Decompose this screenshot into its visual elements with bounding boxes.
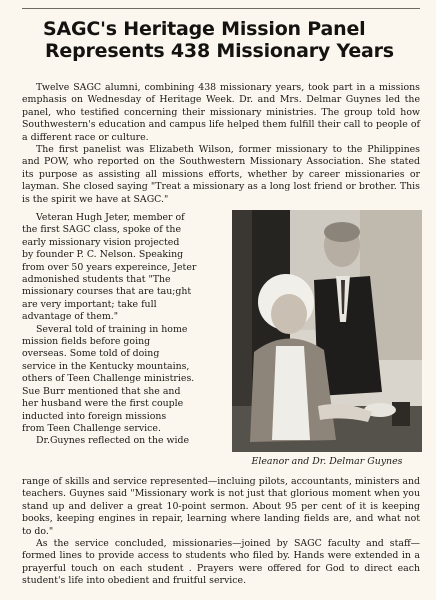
- line: Several told of training in home: [36, 323, 188, 335]
- line: are very important; take full: [22, 298, 157, 310]
- paragraph-conclusion: As the service concluded, missionaries—joined by SAGC faculty and staff—formed lines to provide access to students who filed by. Hands were extended in a prayerful touch on each student . Prayers were offered for God to direct each student's life into obedient and fruitful service.: [22, 538, 420, 587]
- photo-illustration: [232, 210, 422, 452]
- paragraph-guynes-continued: range of skills and service represented—incluing pilots, accountants, ministers and teachers. Guynes said "Missionary work is not just that glorious moment when you stand up and deliver a great 10-point sermon. About 95 per cent of it is keeping books, keeping engines in repair, learning where landing fields are, and what not to do.": [22, 476, 420, 537]
- line: from over 50 years expereince, Jeter: [22, 261, 197, 273]
- line: admonished students that "The: [22, 274, 171, 286]
- line: Sue Burr mentioned that she and: [22, 385, 181, 397]
- line: others of Teen Challenge ministries.: [22, 373, 195, 385]
- line: from Teen Challenge service.: [22, 422, 161, 434]
- lower-paragraphs: [22, 476, 420, 588]
- paragraph-training: [22, 324, 222, 436]
- line: service in the Kentucky mountains,: [22, 360, 190, 372]
- line: overseas. Some told of doing: [22, 348, 160, 360]
- line: inducted into foreign missions: [22, 410, 167, 422]
- paragraph-intro-1: Twelve SAGC alumni, combining 438 missionary years, took part in a missions emphasis on Wednesday of Heritage Week. Dr. and Mrs. Delmar Guynes led the panel, who testified concerning their missionary ministries. The group told how Southwestern's education and campus life helped them fulfill their call to people of a different race or culture.: [22, 82, 420, 143]
- line: advantage of them.": [22, 311, 119, 323]
- article-headline: [22, 18, 422, 62]
- line: missionary courses that are tau;ght: [22, 286, 192, 298]
- line: Veteran Hugh Jeter, member of: [36, 212, 185, 223]
- line: the first SAGC class, spoke of the: [22, 224, 181, 236]
- photo-guynes: [232, 210, 422, 452]
- paragraph-intro-2: The first panelist was Elizabeth Wilson, former missionary to the Philippines and POW, who reported on the Southwestern Missionary Association. She stated its purpose as assisting all missions efforts, whether by career missionaries or layman. She closed saying "Treat a missionary as a long lost friend or brother. This is the spirit we have at SAGC.": [22, 144, 420, 205]
- top-rule: [22, 8, 420, 9]
- headline-line-1: SAGC's Heritage Mission Panel: [43, 18, 366, 40]
- line: Dr.Guynes reflected on the wide: [36, 435, 190, 447]
- line: mission fields before going: [22, 336, 151, 348]
- intro-paragraphs: [22, 82, 420, 206]
- line: early missionary vision projected: [22, 236, 180, 248]
- photo-caption: Eleanor and Dr. Delmar Guynes: [251, 456, 403, 467]
- left-column-text: [22, 212, 222, 448]
- line: her husband were the first couple: [22, 398, 184, 410]
- paragraph-guynes-start: [22, 435, 222, 447]
- paragraph-jeter: [22, 212, 222, 324]
- headline-line-2: Represents 438 Missionary Years: [45, 40, 394, 62]
- line: by founder P. C. Nelson. Speaking: [22, 249, 184, 261]
